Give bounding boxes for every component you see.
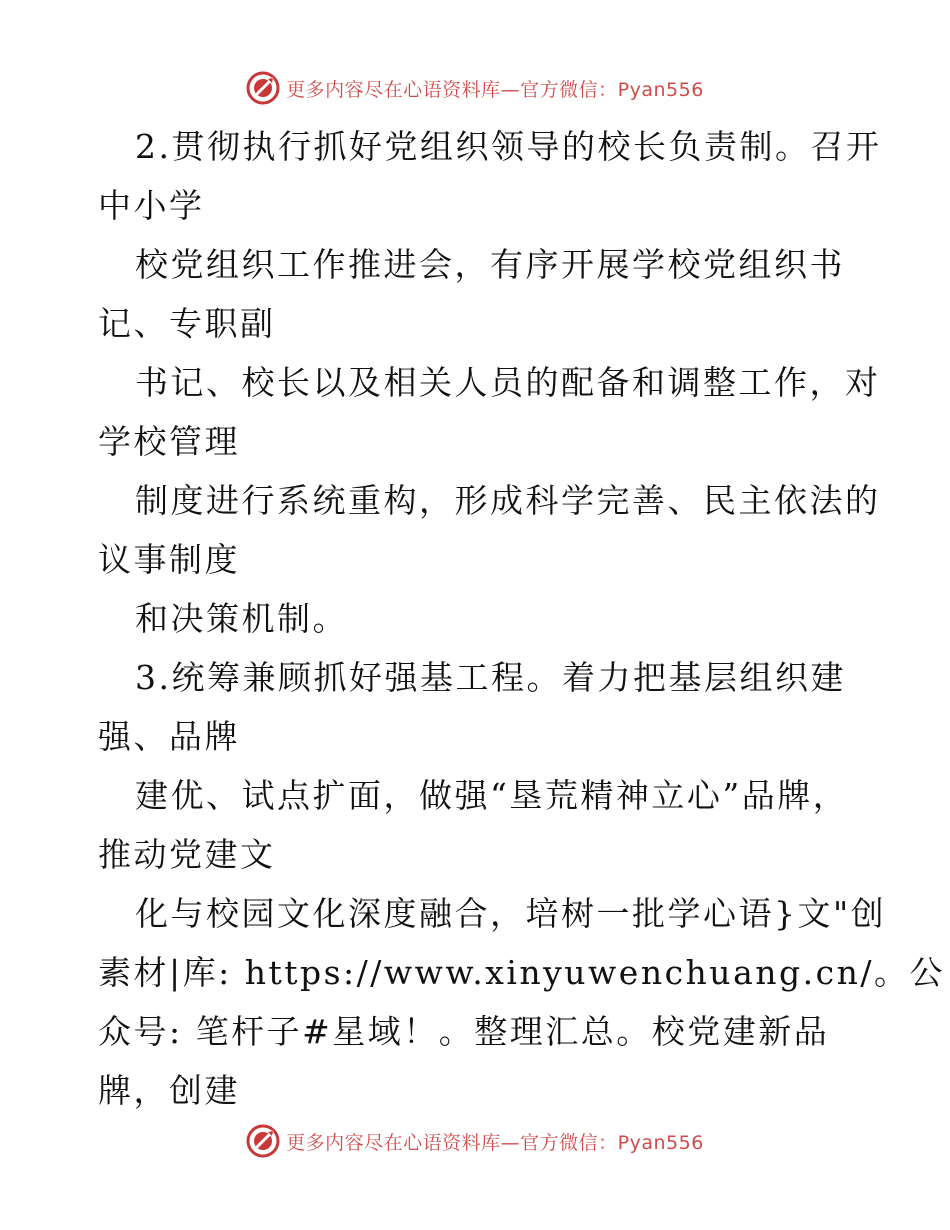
header-banner-text: 更多内容尽在心语资料库—官方微信：Pyan556 — [286, 78, 704, 101]
text-line: 强、品牌 — [98, 717, 240, 756]
brand-logo-icon — [246, 1124, 280, 1158]
text-line: 牌，创建 — [98, 1071, 240, 1110]
footer-banner-text: 更多内容尽在心语资料库—官方微信：Pyan556 — [286, 1131, 704, 1154]
text-line: 记、专职副 — [98, 304, 276, 343]
brand-logo-icon — [246, 71, 280, 105]
footer-watermark-banner — [0, 1121, 950, 1161]
header-watermark-banner — [0, 68, 950, 108]
text-line: 众号: 笔杆子#星域！。整理汇总。校党建新品 — [98, 1012, 830, 1051]
text-line: 3.统筹兼顾抓好强基工程。着力把基层组织建 — [135, 658, 846, 697]
text-line: 议事制度 — [98, 540, 240, 579]
text-line: 学校管理 — [98, 422, 240, 461]
text-line: 建优、试点扩面，做强“垦荒精神立心”品牌， — [135, 776, 849, 815]
text-line: 校党组织工作推进会，有序开展学校党组织书 — [135, 245, 845, 284]
text-line: 书记、校长以及相关人员的配备和调整工作，对 — [135, 363, 881, 402]
text-line: 素材|库: https://www.xinyuwenchuang.cn/。公 — [98, 953, 945, 992]
text-line: 中小学 — [98, 186, 205, 225]
document-body — [98, 122, 945, 1116]
text-line: 制度进行系统重构，形成科学完善、民主依法的 — [135, 481, 881, 520]
text-line: 推动党建文 — [98, 835, 276, 874]
text-line: 2.贯彻执行抓好党组织领导的校长负责制。召开 — [135, 127, 882, 166]
text-line: 化与校园文化深度融合，培树一批学心语}文"创 — [135, 894, 887, 933]
text-line: 和决策机制。 — [135, 599, 348, 638]
